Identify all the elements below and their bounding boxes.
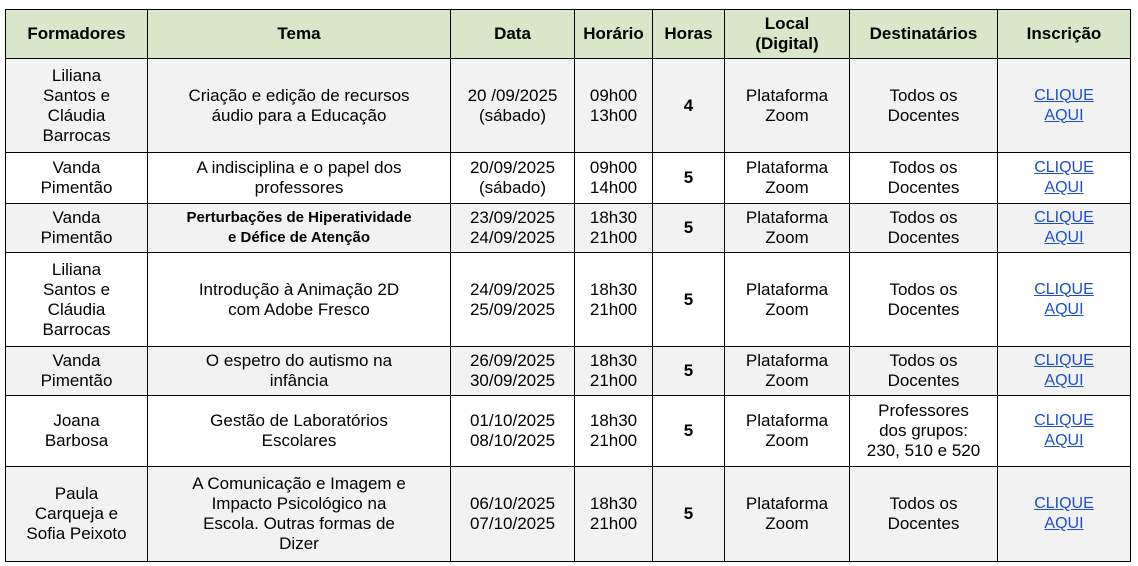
cell-local-line: Plataforma (745, 351, 829, 370)
cell-formadores-line: Carqueja e (34, 504, 119, 523)
cell-horario-line: 18h30 (589, 411, 638, 430)
cell-local-line: Zoom (765, 178, 809, 197)
cell-tema-line: A Comunicação e Imagem e (192, 474, 406, 493)
cell-tema (148, 347, 451, 396)
register-link[interactable] (1034, 208, 1094, 248)
cell-tema (148, 253, 451, 347)
cell-horas: 5 (653, 396, 725, 467)
cell-destinatarios (850, 347, 998, 396)
cell-formadores-line: Barbosa (44, 431, 109, 450)
cell-tema (148, 153, 451, 204)
cell-tema-line: Escolares (261, 431, 337, 450)
cell-horario-line: 18h30 (589, 351, 638, 370)
cell-local (725, 396, 850, 467)
table-body (6, 59, 1131, 562)
cell-local-line: Zoom (765, 431, 809, 450)
cell-data-line: 01/10/2025 (469, 411, 556, 430)
cell-local-line: Zoom (765, 514, 809, 533)
table-row (6, 153, 1131, 204)
cell-data-line: (sábado) (478, 105, 547, 125)
cell-tema (148, 467, 451, 562)
cell-formadores (6, 153, 148, 204)
table-row (6, 396, 1131, 467)
cell-formadores-line: Vanda (52, 208, 101, 227)
cell-tema (148, 204, 451, 253)
cell-destinatarios-line: dos grupos: (879, 421, 968, 440)
table-row (6, 347, 1131, 396)
cell-data (451, 153, 575, 204)
col-header-local (725, 10, 850, 59)
cell-horas: 5 (653, 253, 725, 347)
cell-formadores-line: Joana (53, 411, 100, 430)
register-link[interactable] (1034, 494, 1094, 534)
cell-horario (575, 204, 653, 253)
cell-formadores-line: Barrocas (42, 319, 111, 339)
cell-local (725, 204, 850, 253)
cell-data-line: 30/09/2025 (469, 371, 556, 390)
cell-horario-line: 13h00 (589, 105, 638, 125)
cell-horario-line: 21h00 (589, 431, 638, 450)
cell-formadores-line: Pimentão (40, 178, 113, 197)
cell-tema-line: áudio para a Educação (211, 105, 387, 125)
cell-tema-line: Escola. Outras formas de (203, 514, 395, 533)
cell-destinatarios-line: Todos os (889, 158, 958, 177)
cell-formadores-line: Cláudia (47, 299, 106, 319)
cell-destinatarios-line: Docentes (887, 514, 960, 533)
cell-destinatarios (850, 204, 998, 253)
register-link[interactable] (1034, 158, 1094, 198)
cell-formadores-line: Cláudia (47, 105, 106, 125)
cell-formadores (6, 253, 148, 347)
cell-formadores (6, 59, 148, 153)
cell-data-line: 20/09/2025 (469, 158, 556, 177)
cell-horario-line: 18h30 (589, 494, 638, 513)
col-header-horario: Horário (575, 10, 653, 59)
cell-horario-line: 14h00 (589, 178, 638, 197)
cell-formadores (6, 396, 148, 467)
cell-inscricao (998, 59, 1131, 153)
table-row (6, 253, 1131, 347)
cell-destinatarios-line: Docentes (887, 105, 960, 125)
col-header-inscricao: Inscrição (998, 10, 1131, 59)
cell-data-line: 07/10/2025 (469, 514, 556, 533)
cell-local-line: Plataforma (745, 279, 829, 299)
cell-tema-line: com Adobe Fresco (228, 299, 370, 319)
cell-destinatarios-line: Todos os (889, 208, 958, 227)
table-row (6, 204, 1131, 253)
cell-destinatarios-line: Docentes (887, 299, 960, 319)
register-link[interactable] (1034, 280, 1094, 320)
cell-data-line: 25/09/2025 (469, 299, 556, 319)
col-header-data: Data (451, 10, 575, 59)
register-link-line: CLIQUE (1034, 209, 1094, 226)
cell-horario (575, 253, 653, 347)
cell-tema-line: Criação e edição de recursos (188, 85, 410, 105)
register-link[interactable] (1034, 86, 1094, 126)
cell-formadores-line: Liliana (51, 65, 102, 85)
cell-destinatarios-line: Todos os (889, 351, 958, 370)
cell-horario-line: 21h00 (589, 371, 638, 390)
cell-formadores (6, 347, 148, 396)
cell-destinatarios (850, 59, 998, 153)
cell-tema-line: Gestão de Laboratórios (210, 411, 388, 430)
cell-data-line: 24/09/2025 (469, 279, 556, 299)
cell-horario (575, 467, 653, 562)
cell-formadores-line: Vanda (52, 351, 101, 370)
cell-tema-line: e Défice de Atenção (228, 229, 370, 246)
cell-formadores-line: Paula (54, 484, 99, 503)
cell-data (451, 467, 575, 562)
cell-horario-line: 09h00 (589, 85, 638, 105)
cell-destinatarios (850, 253, 998, 347)
cell-horario (575, 153, 653, 204)
cell-destinatarios-line: Docentes (887, 371, 960, 390)
cell-data-line: 20 /09/2025 (467, 85, 558, 105)
cell-destinatarios-line: Professores (878, 401, 969, 420)
cell-local (725, 347, 850, 396)
register-link-line: CLIQUE (1034, 280, 1094, 298)
cell-inscricao (998, 153, 1131, 204)
cell-horario-line: 21h00 (589, 514, 638, 533)
cell-tema-line: professores (254, 178, 344, 197)
register-link-line: AQUI (1044, 372, 1084, 389)
cell-destinatarios-line: 230, 510 e 520 (866, 441, 981, 460)
cell-formadores-line: Liliana (51, 259, 102, 279)
table-row (6, 59, 1131, 153)
cell-local (725, 153, 850, 204)
register-link-line: AQUI (1044, 179, 1084, 196)
cell-destinatarios-line: Docentes (887, 178, 960, 197)
register-link-line: AQUI (1044, 106, 1084, 124)
cell-destinatarios (850, 467, 998, 562)
cell-tema-line: Perturbações de Hiperatividade (186, 209, 412, 226)
cell-local-line: Plataforma (745, 85, 829, 105)
cell-inscricao (998, 396, 1131, 467)
cell-tema-line: O espetro do autismo na (205, 351, 393, 370)
cell-local-line: Plataforma (745, 208, 829, 227)
header-row (6, 10, 1131, 59)
cell-destinatarios-line: Todos os (889, 279, 958, 299)
cell-horas: 5 (653, 467, 725, 562)
cell-data-line: 24/09/2025 (469, 228, 556, 247)
cell-data-line: 08/10/2025 (469, 431, 556, 450)
cell-formadores-line: Barrocas (42, 125, 111, 145)
cell-horario-line: 21h00 (589, 228, 638, 247)
cell-local-line: Zoom (765, 228, 809, 247)
cell-inscricao (998, 253, 1131, 347)
cell-tema-line: infância (269, 371, 329, 390)
register-link-line: CLIQUE (1034, 352, 1094, 369)
cell-horario (575, 396, 653, 467)
register-link-line: CLIQUE (1034, 86, 1094, 104)
cell-destinatarios-line: Todos os (889, 494, 958, 513)
cell-destinatarios-line: Docentes (887, 228, 960, 247)
cell-data-line: 23/09/2025 (469, 208, 556, 227)
cell-horas: 5 (653, 347, 725, 396)
cell-local-line: Zoom (765, 299, 809, 319)
register-link-line: CLIQUE (1034, 495, 1094, 512)
cell-destinatarios (850, 396, 998, 467)
cell-inscricao (998, 204, 1131, 253)
cell-data-line: 26/09/2025 (469, 351, 556, 370)
register-link-line: AQUI (1044, 229, 1084, 246)
col-header-local-line2: (Digital) (755, 34, 819, 53)
register-link-line: CLIQUE (1034, 412, 1094, 429)
cell-data-line: (sábado) (478, 178, 547, 197)
cell-formadores-line: Vanda (52, 158, 101, 177)
cell-local (725, 253, 850, 347)
register-link-line: CLIQUE (1034, 159, 1094, 176)
cell-horario-line: 09h00 (589, 158, 638, 177)
cell-horas: 5 (653, 153, 725, 204)
cell-formadores (6, 467, 148, 562)
cell-tema (148, 396, 451, 467)
cell-data-line: 06/10/2025 (469, 494, 556, 513)
cell-data (451, 59, 575, 153)
cell-formadores (6, 204, 148, 253)
cell-inscricao (998, 467, 1131, 562)
cell-local (725, 59, 850, 153)
cell-tema-line: Impacto Psicológico na (211, 494, 387, 513)
cell-horario-line: 18h30 (589, 279, 638, 299)
register-link-line: AQUI (1044, 432, 1084, 449)
cell-horario (575, 59, 653, 153)
training-schedule-table (5, 9, 1131, 562)
cell-formadores-line: Pimentão (40, 228, 113, 247)
cell-formadores-line: Sofia Peixoto (26, 524, 127, 543)
cell-horas: 5 (653, 204, 725, 253)
cell-tema (148, 59, 451, 153)
col-header-horas: Horas (653, 10, 725, 59)
cell-local (725, 467, 850, 562)
cell-formadores-line: Santos e (42, 279, 111, 299)
table-row (6, 467, 1131, 562)
cell-formadores-line: Pimentão (40, 371, 113, 390)
cell-horario (575, 347, 653, 396)
col-header-local-line1: Local (764, 14, 810, 33)
cell-horario-line: 21h00 (589, 299, 638, 319)
cell-local-line: Plataforma (745, 158, 829, 177)
cell-horario-line: 18h30 (589, 208, 638, 227)
cell-local-line: Zoom (765, 371, 809, 390)
register-link-line: AQUI (1044, 515, 1084, 532)
cell-horas: 4 (653, 59, 725, 153)
cell-data (451, 204, 575, 253)
cell-data (451, 253, 575, 347)
col-header-tema: Tema (148, 10, 451, 59)
cell-inscricao (998, 347, 1131, 396)
cell-local-line: Plataforma (745, 494, 829, 513)
cell-tema-line: A indisciplina e o papel dos (196, 158, 402, 177)
cell-formadores-line: Santos e (42, 85, 111, 105)
register-link[interactable] (1034, 351, 1094, 391)
cell-tema-line: Introdução à Animação 2D (198, 279, 400, 299)
cell-local-line: Zoom (765, 105, 809, 125)
cell-data (451, 396, 575, 467)
cell-local-line: Plataforma (745, 411, 829, 430)
register-link[interactable] (1034, 411, 1094, 451)
col-header-formadores: Formadores (6, 10, 148, 59)
cell-destinatarios (850, 153, 998, 204)
register-link-line: AQUI (1044, 300, 1084, 318)
col-header-destinatarios: Destinatários (850, 10, 998, 59)
cell-destinatarios-line: Todos os (889, 85, 958, 105)
cell-data (451, 347, 575, 396)
cell-tema-line: Dizer (279, 534, 319, 553)
